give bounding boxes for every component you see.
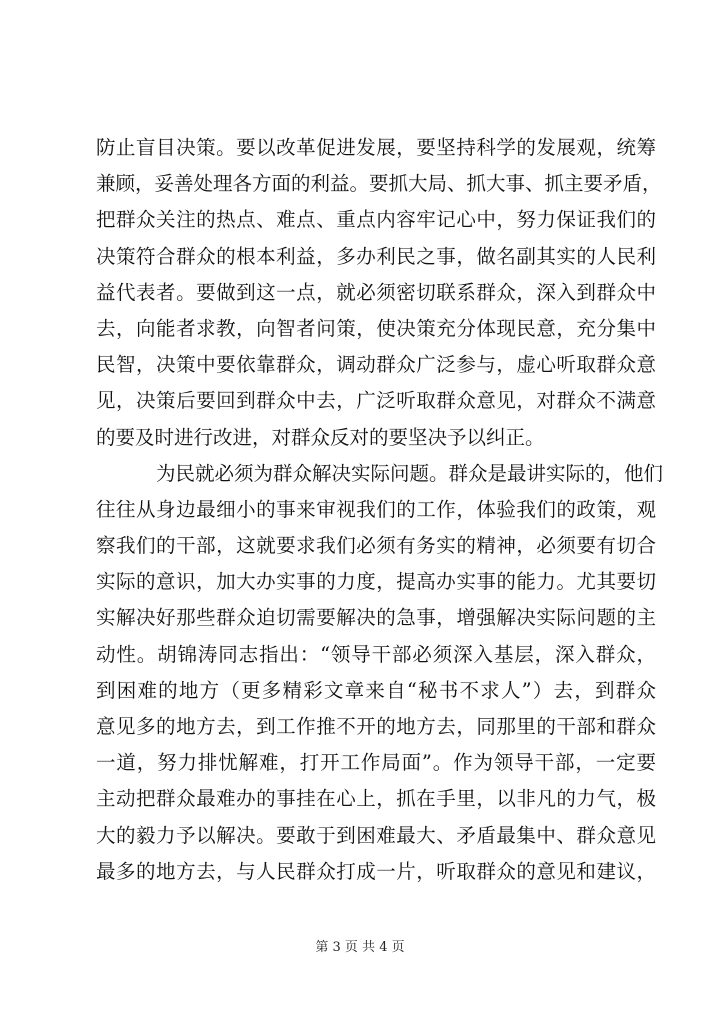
text-line: 意见多的地方去，到工作推不开的地方去，同那里的干部和群众: [96, 715, 656, 738]
text-line: 见，决策后要回到群众中去，广泛听取群众意见，对群众不满意: [96, 389, 656, 413]
text-line: 决策符合群众的根本利益，多办利民之事，做名副其实的人民利: [96, 244, 656, 268]
text-line: 防止盲目决策。要以改革促进发展，要坚持科学的发展观，统筹: [96, 136, 656, 159]
text-line: 兼顾，妥善处理各方面的利益。要抓大局、抓大事、抓主要矛盾，: [96, 172, 662, 196]
text-line: 实际的意识，加大办实事的力度，提高办实事的能力。尤其要切: [96, 570, 656, 594]
text-line: 一道，努力排忧解难，打开工作局面”。作为领导干部，一定要: [96, 751, 656, 775]
text-line: 把群众关注的热点、难点、重点内容牢记心中，努力保证我们的: [96, 208, 656, 232]
page-footer: 第 3 页 共 4 页: [315, 940, 405, 955]
paragraph-1: [96, 130, 662, 456]
text-line: 的要及时进行改进，对群众反对的要坚决予以纠正。: [96, 425, 545, 449]
text-line: 大的毅力予以解决。要敢于到困难最大、矛盾最集中、群众意见: [96, 823, 656, 847]
text-line: 民智，决策中要依靠群众，调动群众广泛参与，虚心听取群众意: [96, 353, 656, 377]
document-body: [96, 130, 664, 890]
text-line: 去，向能者求教，向智者问策，使决策充分体现民意，充分集中: [96, 316, 656, 340]
paragraph-2: [96, 456, 664, 890]
text-line: 最多的地方去，与人民群众打成一片，听取群众的意见和建议，: [96, 859, 656, 883]
text-line: 往往从身边最细小的事来审视我们的工作，体验我们的政策，观: [96, 497, 656, 521]
text-line: 到困难的地方（更多精彩文章来自“秘书不求人”）去，到群众: [96, 678, 656, 702]
text-line: 益代表者。要做到这一点，就必须密切联系群众，深入到群众中: [96, 280, 656, 304]
text-line: 察我们的干部，这就要求我们必须有务实的精神，必须要有切合: [96, 534, 656, 558]
text-line: 为民就必须为群众解决实际问题。群众是最讲实际的，他们: [156, 461, 664, 485]
text-line: 动性。胡锦涛同志指出：“领导干部必须深入基层，深入群众，: [96, 642, 656, 666]
text-line: 主动把群众最难办的事挂在心上，抓在手里，以非凡的力气，极: [96, 787, 656, 811]
text-line: 实解决好那些群众迫切需要解决的急事，增强解决实际问题的主: [96, 606, 656, 630]
